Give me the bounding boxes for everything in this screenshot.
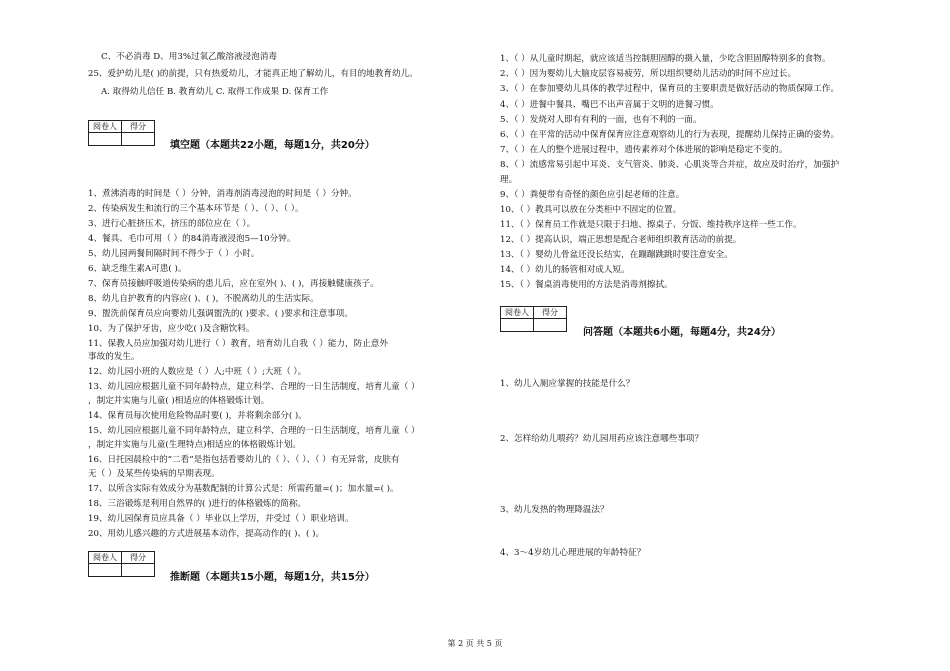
fill-item-cont: 无（ ）及某些传染病的早期表现。 [88, 469, 220, 479]
judge-item: 3、（ ）在参加婴幼儿具体的教学过程中，保育员的主要职责是做好活动的物质保障工作。 [500, 84, 840, 94]
fill-section-title: 填空题（本题共22小题，每题1分，共20分） [170, 140, 375, 151]
judge-item-cont: 理。 [500, 175, 518, 185]
reviewer-label: 阅卷人 [501, 307, 534, 319]
fill-item-cont: ，制定并实施与儿童(生理特点)相适应的体格锻炼计划。 [88, 440, 301, 450]
fill-item: 11、保教人员应加强对幼儿进行（ ）教育，培育幼儿自我（ ）能力，防止意外 [88, 339, 388, 349]
judge-item: 1、（ ）从儿童时期起，就应该适当控制胆固醇的摄入量，少吃含胆固醇特别多的食物。 [500, 54, 831, 64]
reviewer-cell[interactable] [501, 319, 534, 332]
score-cell[interactable] [122, 133, 155, 146]
judge-item: 4、（ ）进餐中餐具、嘴巴不出声音属于文明的进餐习惯。 [500, 100, 719, 110]
reviewer-label: 阅卷人 [89, 121, 122, 133]
fill-item: 19、幼儿园保育员应具备（ ）毕业以上学历，并受过（ ）职业培训。 [88, 514, 354, 524]
judge-item: 6、（ ）在平常的活动中保育保育应注意观察幼儿的行为表现，提醒幼儿保持正确的姿势。 [500, 130, 840, 140]
judge-item: 13、（ ）婴幼儿骨盆还没长结实，在蹦蹦跳跳时要注意安全。 [500, 250, 733, 260]
option-line: C、不必消毒 D、用3%过氧乙酸溶液浸泡消毒 [101, 52, 277, 62]
fill-item-cont: 事故的发生。 [88, 352, 140, 362]
judge-item: 15、（ ）餐桌消毒使用的方法是消毒剂擦拭。 [500, 280, 673, 290]
fill-item: 10、为了保护牙齿，应少吃( )及含糖饮料。 [88, 324, 255, 334]
fill-item: 1、煮沸消毒的时间是（ ）分钟，消毒剂消毒浸泡的时间是（ ）分钟。 [88, 189, 357, 199]
score-cell[interactable] [534, 319, 567, 332]
judge-section-title: 推断题（本题共15小题，每题1分，共15分） [170, 572, 375, 583]
judge-item: 10、（ ）教具可以放在分类柜中不固定的位置。 [500, 205, 682, 215]
fill-item: 9、盥洗前保育员应向婴幼儿强调盥洗的( )要求、( )要求和注意事项。 [88, 309, 353, 319]
qa-item: 4、3～4岁幼儿心理进展的年龄特征？ [500, 548, 646, 558]
score-box [500, 306, 567, 332]
score-cell[interactable] [122, 564, 155, 577]
fill-item: 8、幼儿自护教育的内容应( )、( )，不脱离幼儿的生活实际。 [88, 294, 319, 304]
fill-item: 13、幼儿园应根据儿童不同年龄特点，建立科学、合理的一日生活制度，培育儿童（ ） [88, 382, 420, 392]
fill-item: 5、幼儿园两餐间隔时间不得少于（ ）小时。 [88, 249, 260, 259]
qa-item: 3、幼儿发热的物理降温法？ [500, 505, 609, 515]
judge-item: 5、（ ）发烧对人即有有利的一面，也有不利的一面。 [500, 115, 702, 125]
qa-item: 2、怎样给幼儿喂药？幼儿园用药应该注意哪些事项？ [500, 434, 704, 444]
fill-item: 2、传染病发生和流行的三个基本环节是（ ）、（ ）、（ ）。 [88, 204, 304, 214]
fill-item: 16、日托园晨检中的“二看”是指包括看婴幼儿的（ ）、（ ）、（ ）有无异常，皮肤有 [88, 455, 400, 465]
fill-item: 17、以所含实际有效成分为基数配制的计算公式是：所需药量=( )；加水量=( )。 [88, 484, 399, 494]
fill-item: 12、幼儿园小班的人数应是（ ）人;中班（ ）;大班（ ）。 [88, 367, 307, 377]
fill-item: 20、用幼儿感兴趣的方式进展基本动作，提高动作的( )、( )。 [88, 529, 325, 539]
fill-item: 7、保育员接触呼吸道传染病的患儿后，应在室外( )、( )，再接触健康孩子。 [88, 279, 379, 289]
reviewer-cell[interactable] [89, 133, 122, 146]
qa-item: 1、幼儿入厕应掌握的技能是什么？ [500, 379, 635, 389]
judge-item: 11、（ ）保育员工作就是只限于扫地、擦桌子、分饭、维持秩序这样一些工作。 [500, 220, 802, 230]
question-25-options: A. 取得幼儿信任 B. 教育幼儿 C. 取得工作成果 D. 保育工作 [101, 87, 329, 97]
fill-item: 6、缺乏维生素A可患( )。 [88, 264, 187, 274]
score-label: 得分 [534, 307, 567, 319]
judge-item: 7、（ ）在人的整个进展过程中，遗传素养对个体进展的影响是稳定不变的。 [500, 145, 788, 155]
qa-section-title: 问答题（本题共6小题，每题4分，共24分） [583, 327, 781, 338]
judge-item: 8、（ ）流感常易引起中耳炎、支气管炎、肺炎、心肌炎等合并症，故应及时治疗，加强护 [500, 160, 840, 170]
page-footer: 第 2 页 共 5 页 [447, 639, 503, 648]
judge-item: 2、（ ）因为婴幼儿大脑皮层容易疲劳，所以组织婴幼儿活动的时间不应过长。 [500, 69, 797, 79]
reviewer-cell[interactable] [89, 564, 122, 577]
score-box [88, 551, 155, 577]
judge-item: 12、（ ）提高认识，端正思想是配合老师组织教育活动的前提。 [500, 235, 742, 245]
judge-item: 14、（ ）幼儿的肠管相对成人短。 [500, 265, 630, 275]
fill-item: 14、保育员每次使用危险物品时要( )，并将剩余部分( )。 [88, 411, 307, 421]
question-25: 25、爱护幼儿是( )的前提，只有热爱幼儿，才能真正地了解幼儿，有目的地教育幼儿。 [88, 69, 418, 79]
fill-item: 15、幼儿园应根据儿童不同年龄特点，建立科学、合理的一日生活制度，培育儿童（ ） [88, 426, 420, 436]
fill-item: 18、三浴锻炼是利用自然界的( )进行的体格锻炼的简称。 [88, 499, 307, 509]
fill-item: 3、进行心脏挤压术，挤压的部位应在（ ）。 [88, 219, 256, 229]
reviewer-label: 阅卷人 [89, 552, 122, 564]
fill-item-cont: ，制定并实施与儿童( )相适应的体格锻炼计划。 [88, 396, 270, 406]
score-box [88, 120, 155, 146]
score-label: 得分 [122, 552, 155, 564]
fill-item: 4、餐具、毛巾可用（ ）的84消毒液浸泡5—10分钟。 [88, 234, 296, 244]
score-label: 得分 [122, 121, 155, 133]
judge-item: 9、（ ）粪便带有奇怪的颜色应引起老师的注意。 [500, 190, 685, 200]
